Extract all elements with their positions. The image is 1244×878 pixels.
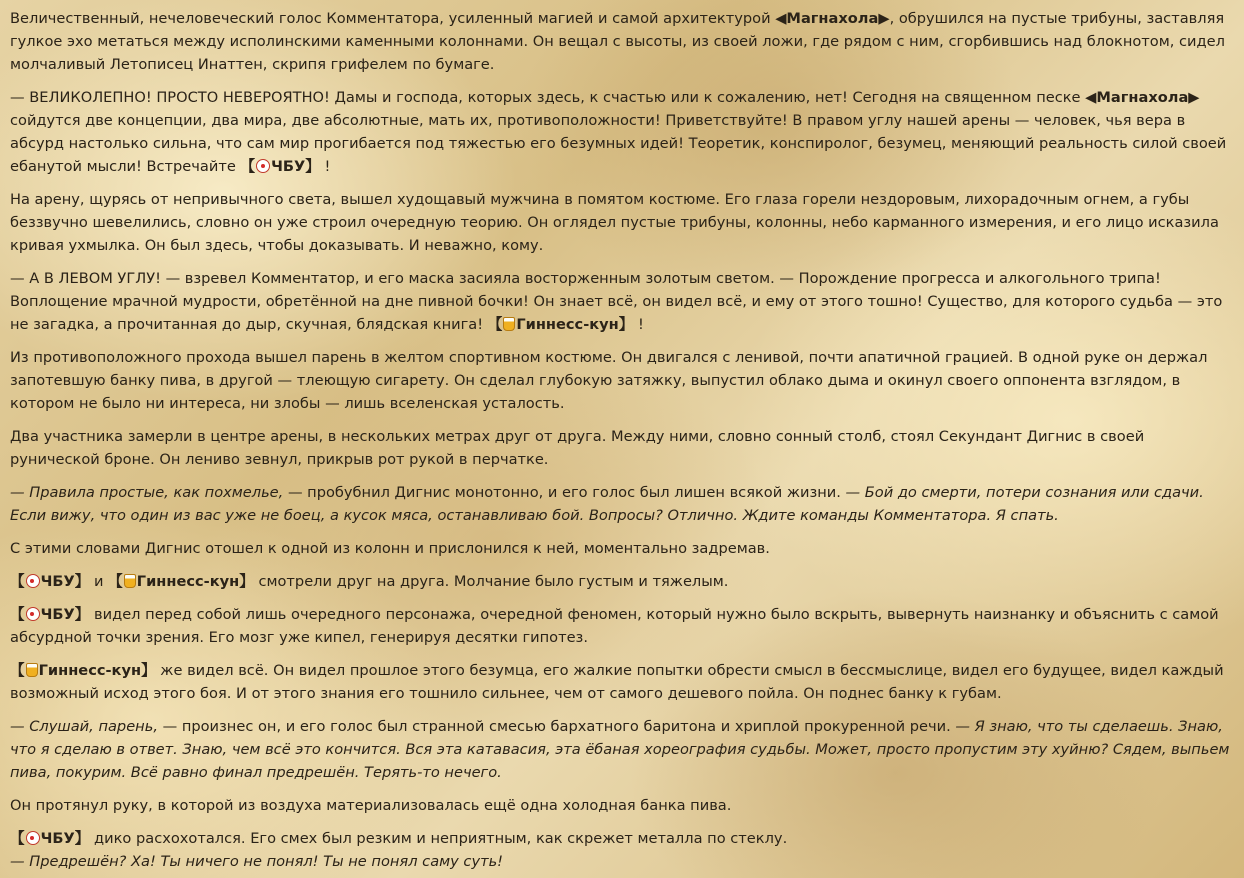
paragraph-5: Из противоположного прохода вышел парень в желтом спортивном костюме. Он двигался с ленивой, почти апатичной грацией. В одной руке он держал запотевшую банку пива, в другой — тлеющую сигарету. Он сделал глубокую затяжку, выпустил облако дыма и окинул своего оппонента взглядом, в котором не было ни интереса, ни злобы — лишь вселенская усталость.: [10, 349, 1208, 412]
arena-name: ◀Магнахола▶: [775, 10, 890, 27]
paragraph-4: — А В ЛЕВОМ УГЛУ! — взревел Комментатор, и его маска засияла восторженным золотым светом. — Порождение прогресса и алкогольного трипа! Воплощение мрачной мудрости, обретённой на дне пивной бочки! Он знает всё, он видел всё, и ему от этого тошно! Существо, для которого судьба — это не загадка, а прочитанная до дыр, скучная, блядская книга! 【 Гиннесс-кун】 !: [10, 270, 1223, 333]
paragraph-8: С этими словами Дигнис отошел к одной из колонн и прислонился к ней, моментально задремав.: [10, 540, 770, 557]
guinness-tag: 【 Гиннесс-кун】: [108, 573, 254, 590]
clown-face-icon: [26, 607, 40, 621]
guinness-tag: 【 Гиннесс-кун】: [10, 662, 156, 679]
paragraph-1: Величественный, нечеловеческий голос Комментатора, усиленный магией и самой архитектурой ◀Магнахола▶, обрушился на пустые трибуны, заставляя гулкое эхо метаться между исполинскими каменными колоннами. Он вещал с высоты, из своей ложи, где рядом с ним, сгорбившись над блокнотом, сидел молчаливый Летописец Инаттен, скрипя грифелем по бумаге.: [10, 10, 1225, 73]
paragraph-10: 【 ЧБУ】 видел перед собой лишь очередного персонажа, очередной феномен, который нужно было вскрыть, вывернуть наизнанку и объяснить с самой абсурдной точки зрения. Его мозг уже кипел, генерируя десятки гипотез.: [10, 606, 1219, 646]
paragraph-15: — Предрешён? Ха! Ты ничего не понял! Ты не понял саму суть!: [10, 853, 504, 870]
paragraph-7: — Правила простые, как похмелье, — пробубнил Дигнис монотонно, и его голос был лишен всякой жизни. — Бой до смерти, потери сознания или сдачи. Если вижу, что один из вас уже не боец, а кусок мяса, останавливаю бой. Вопросы? Отлично. Ждите команды Комментатора. Я спать.: [10, 484, 1204, 524]
beer-mug-icon: [26, 663, 38, 677]
paragraph-9: 【 ЧБУ】 и 【 Гиннесс-кун】 смотрели друг на друга. Молчание было густым и тяжелым.: [10, 573, 729, 590]
paragraph-13: Он протянул руку, в которой из воздуха материализовалась ещё одна холодная банка пива.: [10, 797, 732, 814]
clown-face-icon: [256, 159, 270, 173]
paragraph-14: 【 ЧБУ】 дико расхохотался. Его смех был резким и неприятным, как скрежет металла по стеклу.: [10, 830, 788, 847]
chbu-tag: 【 ЧБУ】: [10, 606, 90, 623]
arena-name: ◀Магнахола▶: [1085, 89, 1200, 106]
chbu-tag: 【 ЧБУ】: [10, 830, 90, 847]
beer-mug-icon: [503, 317, 515, 331]
beer-mug-icon: [124, 574, 136, 588]
clown-face-icon: [26, 831, 40, 845]
chbu-tag: 【 ЧБУ】: [10, 573, 90, 590]
paragraph-11: 【 Гиннесс-кун】 же видел всё. Он видел прошлое этого безумца, его жалкие попытки обрести смысл в бессмыслице, видел его будущее, видел каждый возможный исход этого боя. И от этого знания его тошнило сильнее, чем от самого дешевого пойла. Он поднес банку к губам.: [10, 662, 1224, 702]
paragraph-6: Два участника замерли в центре арены, в нескольких метрах друг от друга. Между ними, словно сонный столб, стоял Секундант Дигнис в своей рунической броне. Он лениво зевнул, прикрыв рот рукой в перчатке.: [10, 428, 1145, 468]
chbu-tag: 【 ЧБУ】: [240, 158, 320, 175]
guinness-tag: 【 Гиннесс-кун】: [487, 316, 634, 333]
paragraph-2: — ВЕЛИКОЛЕПНО! ПРОСТО НЕВЕРОЯТНО! Дамы и господа, которых здесь, к счастью или к сожалению, нет! Сегодня на священном песке ◀Магнахола▶ сойдутся две концепции, два мира, две абсолютные, мать их, противоположности! Приветствуйте! В правом углу нашей арены — человек, чья вера в абсурд настолько сильна, что сам мир прогибается под тяжестью его безумных идей! Теоретик, конспиролог, безумец, меняющий реальность силой своей ебанутой мысли! Встречайте 【 ЧБУ】 !: [10, 89, 1227, 175]
clown-face-icon: [26, 574, 40, 588]
paragraph-12: — Слушай, парень, — произнес он, и его голос был странной смесью бархатного баритона и хриплой прокуренной речи. — Я знаю, что ты сделаешь. Знаю, что я сделаю в ответ. Знаю, чем всё это кончится. Вся эта катавасия, эта ёбаная хореография судьбы. Может, просто пропустим эту хуйню? Сядем, выпьем пива, покурим. Всё равно финал предрешён. Терять-то нечего.: [10, 718, 1230, 781]
paragraph-3: На арену, щурясь от непривычного света, вышел худощавый мужчина в помятом костюме. Его глаза горели нездоровым, лихорадочным огнем, а губы беззвучно шевелились, словно он уже строил очередную теорию. Он оглядел пустые трибуны, колонны, небо карманного измерения, и его лицо исказила кривая ухмылка. Он был здесь, чтобы доказывать. И неважно, кому.: [10, 191, 1219, 254]
